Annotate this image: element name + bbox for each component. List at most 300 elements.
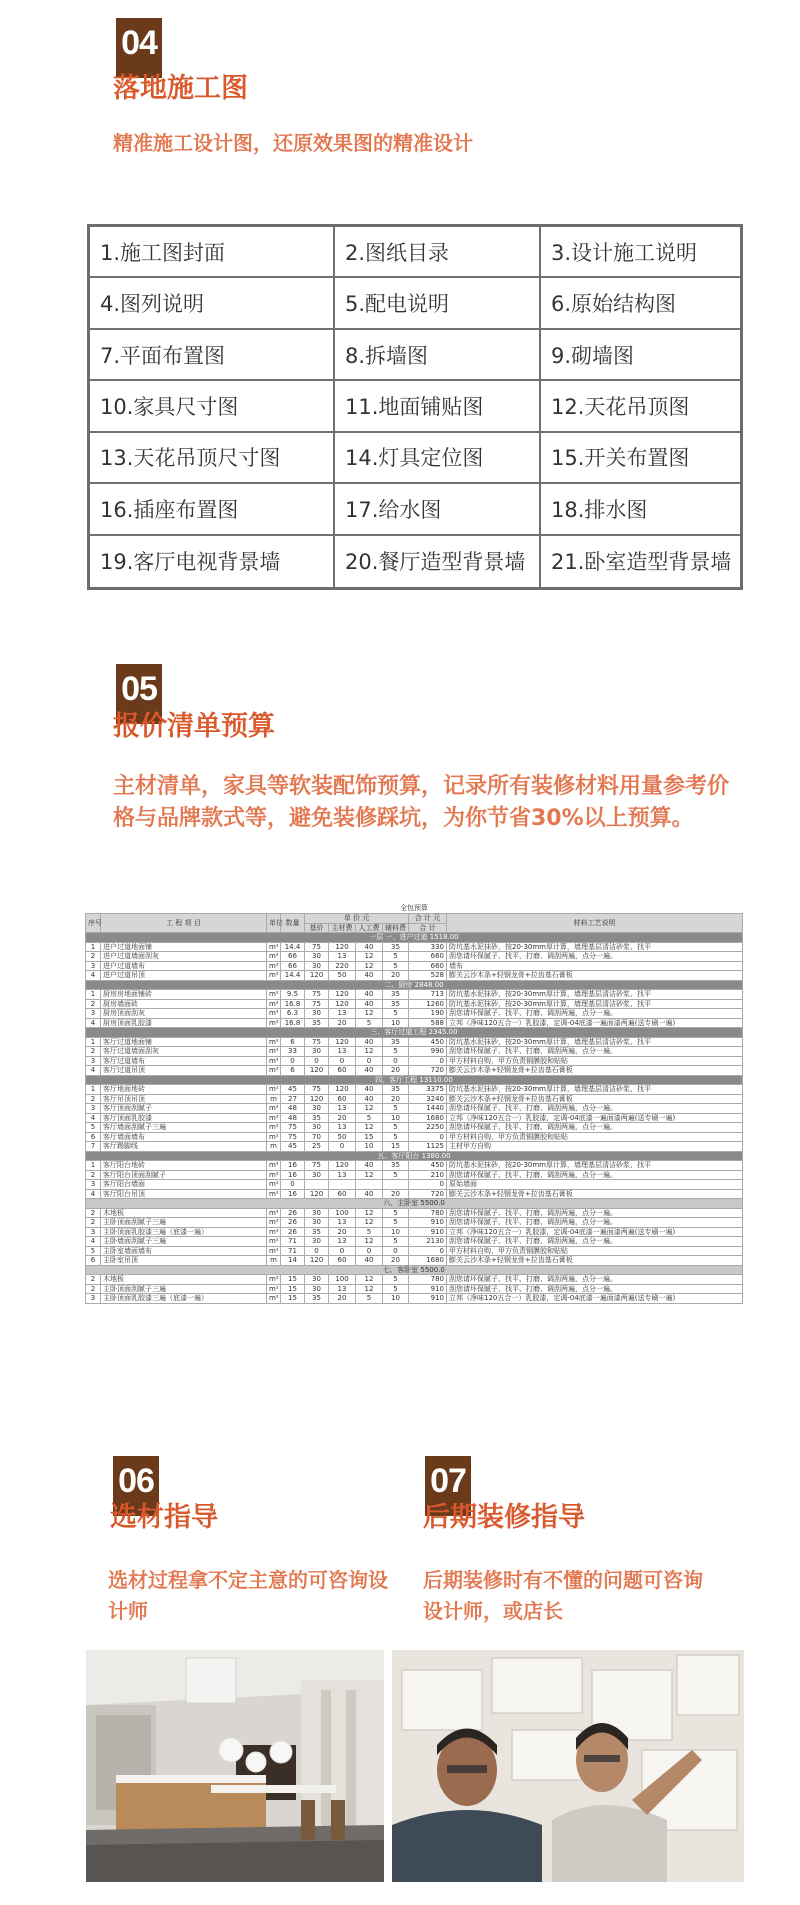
budget-cell-name: 客厅过道墙面刮灰 [101,1047,267,1057]
budget-cell-labor: 10 [356,1142,383,1152]
budget-cell-main: 120 [329,999,356,1009]
budget-cell-aux: 5 [383,1009,409,1019]
budget-cell-no: 1 [86,1085,101,1095]
budget-cell-name: 客厅阳台吊顶 [101,1189,267,1199]
budget-cell-total: 330 [409,942,447,952]
budget-cell-base: 0 [305,1246,329,1256]
budget-cell-main: 120 [329,990,356,1000]
budget-cell-aux: 5 [383,1208,409,1218]
budget-cell-no: 2 [86,1208,101,1218]
drawing-item: 21.卧室造型背景墙 [551,550,732,575]
budget-cell-total: 210 [409,1170,447,1180]
budget-cell-unit: m² [267,961,281,971]
budget-row [86,1094,743,1104]
budget-row [86,952,743,962]
budget-cell-total: 1260 [409,999,447,1009]
budget-cell-no: 2 [86,1218,101,1228]
budget-cell-qty: 75 [281,1132,305,1142]
budget-cell-base: 30 [305,1009,329,1019]
budget-cell-unit: m [267,1142,281,1152]
budget-cell-labor: 40 [356,990,383,1000]
drawing-item: 12.天花吊顶图 [541,381,740,432]
budget-cell-qty: 45 [281,1085,305,1095]
budget-row [86,1170,743,1180]
budget-cell-total: 528 [409,971,447,981]
header-sub-main: 主材费 [329,923,356,933]
budget-row [86,1047,743,1057]
budget-cell-unit: m [267,1256,281,1266]
budget-row [86,999,743,1009]
budget-cell-labor: 12 [356,961,383,971]
budget-cell-qty: 0 [281,1180,305,1190]
budget-cell-base: 75 [305,942,329,952]
budget-cell-labor: 0 [356,1246,383,1256]
budget-cell-aux: 5 [383,1123,409,1133]
budget-row [86,1275,743,1285]
budget-cell-no: 4 [86,1018,101,1028]
drawing-item: 8.拆墙图 [335,330,541,381]
budget-cell-qty: 71 [281,1246,305,1256]
budget-cell-name: 客厅过道墙布 [101,1056,267,1066]
budget-cell-aux: 5 [383,1132,409,1142]
budget-cell-labor: 40 [356,971,383,981]
budget-cell-base: 30 [305,1104,329,1114]
budget-cell-labor: 40 [356,1085,383,1095]
header-sub-labor: 人工费 [356,923,383,933]
budget-cell-qty: 16 [281,1189,305,1199]
budget-cell-qty: 45 [281,1142,305,1152]
budget-cell-desc: 膨关云沙木条+轻钢龙骨+拉齿基石膏板 [447,1256,743,1266]
budget-cell-unit: m² [267,1113,281,1123]
budget-cell-desc: 防坑基水泥抹砂，按20-30mm厚计算，墙理基层清洁砂浆、找平 [447,1037,743,1047]
budget-cell-desc: 防坑基水泥抹砂，按20-30mm厚计算，墙理基层清洁砂浆、找平 [447,1161,743,1171]
budget-cell-no: 3 [86,1227,101,1237]
budget-cell-name: 厨房顶面刮灰 [101,1009,267,1019]
budget-cell-no: 2 [86,1170,101,1180]
budget-cell-main: 120 [329,1161,356,1171]
interior-photo [86,1650,384,1882]
budget-cell-aux: 35 [383,1085,409,1095]
budget-cell-total: 720 [409,1189,447,1199]
budget-row [86,990,743,1000]
header-material-craft: 材料工艺说明 [447,914,743,933]
header-unit-price: 单 价 元 [305,914,409,924]
budget-section-row [86,1199,743,1209]
budget-cell-labor: 12 [356,1275,383,1285]
budget-cell-unit: m² [267,1132,281,1142]
budget-cell-unit: m² [267,999,281,1009]
budget-cell-total: 660 [409,961,447,971]
budget-cell-aux: 10 [383,1018,409,1028]
budget-cell-labor: 15 [356,1132,383,1142]
budget-cell-desc: 刮您请坏保腻子、找平、打磨、调刮两遍，点分一遍。 [447,1284,743,1294]
budget-cell-qty: 14.4 [281,971,305,981]
budget-cell-qty: 26 [281,1208,305,1218]
budget-cell-base: 120 [305,1256,329,1266]
budget-cell-no: 1 [86,990,101,1000]
budget-row [86,1113,743,1123]
budget-cell-main: 220 [329,961,356,971]
budget-cell-unit: m² [267,990,281,1000]
budget-row [86,1056,743,1066]
budget-cell-total: 990 [409,1047,447,1057]
budget-cell-no: 3 [86,1009,101,1019]
budget-cell-desc: 膨关云沙木条+轻钢龙骨+拉齿基石膏板 [447,1094,743,1104]
budget-cell-name: 客厅阳台地砖 [101,1161,267,1171]
budget-cell-aux [383,1180,409,1190]
budget-cell-name: 主卧顶面乳胶漆三遍（底漆一遍） [101,1294,267,1304]
budget-cell-desc: 甲方材料自购，甲方负责铜膜胶和贴贴 [447,1132,743,1142]
budget-cell-aux: 10 [383,1294,409,1304]
budget-table [85,903,743,1304]
budget-cell-name: 客厅墙面刮腻子三遍 [101,1123,267,1133]
budget-cell-unit: m² [267,952,281,962]
budget-cell-main: 13 [329,1009,356,1019]
budget-cell-desc: 立邦（净味120五合一）乳胶漆，定调-04底漆一遍面漆两遍(送专刷一遍) [447,1113,743,1123]
budget-cell-no: 6 [86,1132,101,1142]
budget-cell-qty: 6 [281,1037,305,1047]
budget-cell-name: 进户过道吊顶 [101,971,267,981]
budget-cell-labor [356,1180,383,1190]
budget-cell-name: 客厅吊顶吊顶 [101,1094,267,1104]
budget-cell-name: 厨房房地面铺砖 [101,990,267,1000]
budget-cell-labor: 12 [356,952,383,962]
budget-cell-base: 25 [305,1142,329,1152]
budget-cell-total: 1680 [409,1256,447,1266]
budget-cell-name: 主卧顶面刮腻子三遍 [101,1284,267,1294]
budget-cell-total: 3240 [409,1094,447,1104]
budget-cell-aux: 35 [383,1037,409,1047]
budget-cell-unit: m² [267,1237,281,1247]
budget-cell-name: 木地板 [101,1208,267,1218]
budget-cell-main: 13 [329,1047,356,1057]
budget-cell-aux: 5 [383,1104,409,1114]
budget-cell-qty: 9.5 [281,990,305,1000]
budget-section-label: 六、主卧室 5500.0 [86,1199,743,1209]
budget-cell-base: 120 [305,1189,329,1199]
budget-cell-aux: 35 [383,999,409,1009]
budget-cell-main [329,1180,356,1190]
budget-cell-main: 20 [329,1018,356,1028]
drawing-item: 6.原始结构图 [541,278,740,329]
budget-cell-labor: 12 [356,1237,383,1247]
budget-cell-base: 75 [305,990,329,1000]
budget-cell-desc: 立邦（净味120五合一）乳胶漆，定调-04底漆一遍面漆两遍(送专刷一遍) [447,1227,743,1237]
budget-cell-aux: 20 [383,1256,409,1266]
budget-cell-name: 客厅踢脚线 [101,1142,267,1152]
budget-cell-main: 100 [329,1275,356,1285]
budget-cell-aux: 35 [383,942,409,952]
drawing-item: 14.灯具定位图 [335,433,541,484]
header-sub-base: 基价 [305,923,329,933]
budget-cell-qty: 26 [281,1227,305,1237]
budget-cell-no: 2 [86,999,101,1009]
header-qty: 数量 [281,914,305,933]
budget-cell-labor: 40 [356,1094,383,1104]
budget-cell-total: 588 [409,1018,447,1028]
budget-cell-no: 3 [86,1104,101,1114]
budget-cell-unit: m² [267,1180,281,1190]
budget-cell-labor: 12 [356,1170,383,1180]
budget-cell-labor: 5 [356,1018,383,1028]
budget-cell-unit: m² [267,1208,281,1218]
budget-cell-qty: 26 [281,1218,305,1228]
budget-cell-unit: m² [267,1104,281,1114]
budget-cell-no: 1 [86,1161,101,1171]
budget-section-row [86,980,743,990]
budget-cell-main: 120 [329,942,356,952]
section-title-04: 落地施工图 [113,73,248,104]
budget-cell-no: 2 [86,1284,101,1294]
budget-cell-desc: 刮您请坏保腻子、找平、打磨、调刮两遍，点分一遍。 [447,1104,743,1114]
section-subtitle-06: 选材过程拿不定主意的可咨询设计师 [108,1568,388,1623]
drawing-list-grid [87,224,743,590]
budget-cell-no: 4 [86,1066,101,1076]
budget-cell-labor: 40 [356,1037,383,1047]
budget-cell-base: 75 [305,1037,329,1047]
budget-cell-no: 3 [86,1056,101,1066]
budget-section-row [86,933,743,943]
budget-cell-labor: 12 [356,1284,383,1294]
budget-cell-unit: m² [267,1056,281,1066]
budget-cell-qty: 66 [281,961,305,971]
budget-row [86,1085,743,1095]
budget-row [86,1256,743,1266]
budget-cell-desc: 刮您请坏保腻子、找平、打磨、调刮两遍，点分一遍。 [447,1170,743,1180]
budget-section-label: 五、客厅阳台 1380.00 [86,1151,743,1161]
budget-cell-unit: m² [267,1227,281,1237]
budget-cell-desc: 防坑基水泥抹砂，按20-30mm厚计算，墙理基层清洁砂浆、找平 [447,942,743,952]
budget-section-row [86,1151,743,1161]
budget-cell-base: 35 [305,1018,329,1028]
budget-cell-aux: 5 [383,1047,409,1057]
drawing-item: 4.图列说明 [90,278,335,329]
budget-cell-unit: m² [267,1037,281,1047]
budget-cell-unit: m² [267,1189,281,1199]
section-number-06: 06 [113,1456,159,1516]
budget-cell-qty: 71 [281,1237,305,1247]
drawing-item: 11.地面铺贴图 [335,381,541,432]
budget-cell-total: 0 [409,1246,447,1256]
budget-cell-main: 13 [329,952,356,962]
budget-cell-desc: 膨关云沙木条+轻钢龙骨+拉齿基石膏板 [447,971,743,981]
budget-cell-base: 30 [305,1275,329,1285]
budget-cell-name: 主卧室墙面墙布 [101,1246,267,1256]
budget-cell-name: 客厅地面地砖 [101,1085,267,1095]
budget-cell-desc: 刮您请坏保腻子、找平、打磨、调刮两遍，点分一遍。 [447,1208,743,1218]
drawing-item: 5.配电说明 [335,278,541,329]
budget-cell-aux: 5 [383,1170,409,1180]
budget-cell-base: 30 [305,1123,329,1133]
budget-cell-name: 进户过道墙面刮灰 [101,952,267,962]
budget-cell-no: 1 [86,942,101,952]
budget-cell-unit: m² [267,1018,281,1028]
budget-cell-no: 3 [86,961,101,971]
budget-cell-qty: 33 [281,1047,305,1057]
budget-cell-desc: 刮您请坏保腻子、找平、打磨、调刮两遍，点分一遍。 [447,952,743,962]
section-number-04: 04 [116,18,162,78]
budget-cell-base: 30 [305,1047,329,1057]
budget-cell-total: 780 [409,1208,447,1218]
budget-cell-unit: m² [267,1170,281,1180]
budget-cell-unit: m² [267,1009,281,1019]
budget-cell-name: 客厅顶面刮腻子 [101,1104,267,1114]
section-title-06: 选材指导 [110,1502,218,1533]
budget-cell-base: 75 [305,999,329,1009]
header-no: 序号 [86,914,101,933]
budget-cell-aux: 10 [383,1113,409,1123]
drawing-item: 2.图纸目录 [335,227,541,278]
budget-cell-qty: 48 [281,1104,305,1114]
budget-cell-desc: 甲方材料自购，甲方负责铜膜胶和贴贴 [447,1056,743,1066]
budget-row [86,971,743,981]
budget-cell-total: 1125 [409,1142,447,1152]
header-sub-aux: 辅料费 [383,923,409,933]
section-subtitle-05: 主材清单，家具等软装配饰预算，记录所有装修材料用量参考价格与品牌款式等，避免装修踩坑，为你节省30%以上预算。 [113,774,730,831]
budget-row [86,1066,743,1076]
budget-row [86,1237,743,1247]
budget-cell-qty: 14 [281,1256,305,1266]
budget-cell-base: 30 [305,1284,329,1294]
budget-cell-base: 75 [305,1085,329,1095]
budget-cell-qty: 75 [281,1123,305,1133]
budget-cell-main: 60 [329,1094,356,1104]
budget-cell-name: 客厅过道吊顶 [101,1066,267,1076]
budget-cell-total: 1440 [409,1104,447,1114]
budget-row [86,1180,743,1190]
budget-cell-name: 主卧室吊顶 [101,1256,267,1266]
budget-cell-qty: 0 [281,1056,305,1066]
budget-cell-labor: 12 [356,1104,383,1114]
budget-cell-desc: 膨关云沙木条+轻钢龙骨+拉齿基石膏板 [447,1066,743,1076]
budget-cell-name: 主卧墙面刮腻子三遍 [101,1237,267,1247]
budget-row [86,1018,743,1028]
budget-cell-name: 客厅过道地面铺 [101,1037,267,1047]
section-subtitle-07: 后期装修时有不懂的问题可咨询设计师，或店长 [423,1568,703,1623]
budget-cell-unit: m² [267,1275,281,1285]
budget-cell-aux: 5 [383,1237,409,1247]
header-project: 工 程 项 目 [101,914,267,933]
budget-cell-qty: 16 [281,1161,305,1171]
budget-row [86,1123,743,1133]
budget-cell-labor: 12 [356,1208,383,1218]
budget-cell-unit: m² [267,1218,281,1228]
budget-cell-labor: 5 [356,1113,383,1123]
budget-cell-no: 7 [86,1142,101,1152]
drawing-item: 16.插座布置图 [90,484,335,535]
budget-cell-aux: 5 [383,1275,409,1285]
budget-cell-base: 0 [305,1056,329,1066]
budget-cell-name: 客厅顶面乳胶漆 [101,1113,267,1123]
budget-cell-no: 5 [86,1123,101,1133]
budget-cell-total: 450 [409,1161,447,1171]
budget-cell-unit: m [267,1094,281,1104]
budget-cell-qty: 27 [281,1094,305,1104]
budget-section-row [86,1028,743,1038]
budget-cell-name: 客厅阳台顶面刮腻子 [101,1170,267,1180]
budget-cell-labor: 40 [356,1161,383,1171]
budget-cell-base: 30 [305,1208,329,1218]
budget-cell-base: 35 [305,1227,329,1237]
budget-cell-labor: 40 [356,942,383,952]
budget-row [86,1037,743,1047]
budget-cell-no: 6 [86,1256,101,1266]
budget-cell-total: 780 [409,1275,447,1285]
budget-cell-main: 20 [329,1113,356,1123]
budget-cell-total: 3375 [409,1085,447,1095]
budget-row [86,1189,743,1199]
budget-cell-total: 0 [409,1180,447,1190]
budget-cell-no: 2 [86,952,101,962]
section-title-05: 报价清单预算 [113,711,275,742]
budget-row [86,1294,743,1304]
budget-section-label: 二、厨房 2848.00 [86,980,743,990]
budget-cell-desc: 主材甲方自购 [447,1142,743,1152]
budget-cell-name: 厨房顶面乳胶漆 [101,1018,267,1028]
budget-cell-base: 35 [305,1113,329,1123]
budget-cell-total: 0 [409,1056,447,1066]
budget-cell-labor: 12 [356,1123,383,1133]
budget-cell-desc: 刮您请坏保腻子、找平、打磨、调刮两遍，点分一遍。 [447,1237,743,1247]
budget-cell-unit: m² [267,1284,281,1294]
budget-cell-name: 主卧顶面刮腻子三遍 [101,1218,267,1228]
budget-cell-desc: 墙布 [447,961,743,971]
budget-cell-base: 30 [305,961,329,971]
budget-cell-aux: 20 [383,1066,409,1076]
budget-row [86,1009,743,1019]
budget-cell-no: 4 [86,1113,101,1123]
budget-cell-no: 4 [86,1237,101,1247]
budget-cell-no: 4 [86,971,101,981]
budget-cell-main: 13 [329,1123,356,1133]
budget-row [86,1218,743,1228]
budget-cell-main: 13 [329,1170,356,1180]
budget-cell-main: 20 [329,1294,356,1304]
budget-section-row [86,1075,743,1085]
budget-cell-labor: 40 [356,1189,383,1199]
budget-cell-unit: m² [267,1123,281,1133]
budget-cell-total: 1680 [409,1113,447,1123]
budget-cell-main: 120 [329,1037,356,1047]
budget-row [86,1208,743,1218]
drawing-item: 1.施工图封面 [90,227,335,278]
budget-cell-base: 75 [305,1161,329,1171]
budget-cell-aux: 15 [383,1142,409,1152]
drawing-item: 19.客厅电视背景墙 [90,536,335,587]
budget-cell-total: 720 [409,1066,447,1076]
budget-cell-base: 30 [305,1237,329,1247]
budget-cell-base: 70 [305,1132,329,1142]
budget-cell-aux: 35 [383,990,409,1000]
designers-photo [392,1650,744,1882]
budget-row [86,1246,743,1256]
budget-cell-total: 713 [409,990,447,1000]
budget-section-label: 四、客厅工程 13110.00 [86,1075,743,1085]
budget-cell-qty: 16.8 [281,999,305,1009]
drawing-item: 10.家具尺寸图 [90,381,335,432]
budget-cell-total: 660 [409,952,447,962]
budget-cell-aux: 0 [383,1056,409,1066]
budget-cell-desc: 立邦（净味120五合一）乳胶漆，定调-04底漆一遍面漆两遍(送专刷一遍) [447,1294,743,1304]
drawing-item: 20.餐厅造型背景墙 [335,536,541,587]
budget-cell-unit: m² [267,1294,281,1304]
budget-cell-aux: 0 [383,1246,409,1256]
budget-cell-total: 190 [409,1009,447,1019]
budget-cell-main: 120 [329,1085,356,1095]
budget-cell-no: 2 [86,1047,101,1057]
budget-cell-qty: 48 [281,1113,305,1123]
budget-section-row [86,1265,743,1275]
